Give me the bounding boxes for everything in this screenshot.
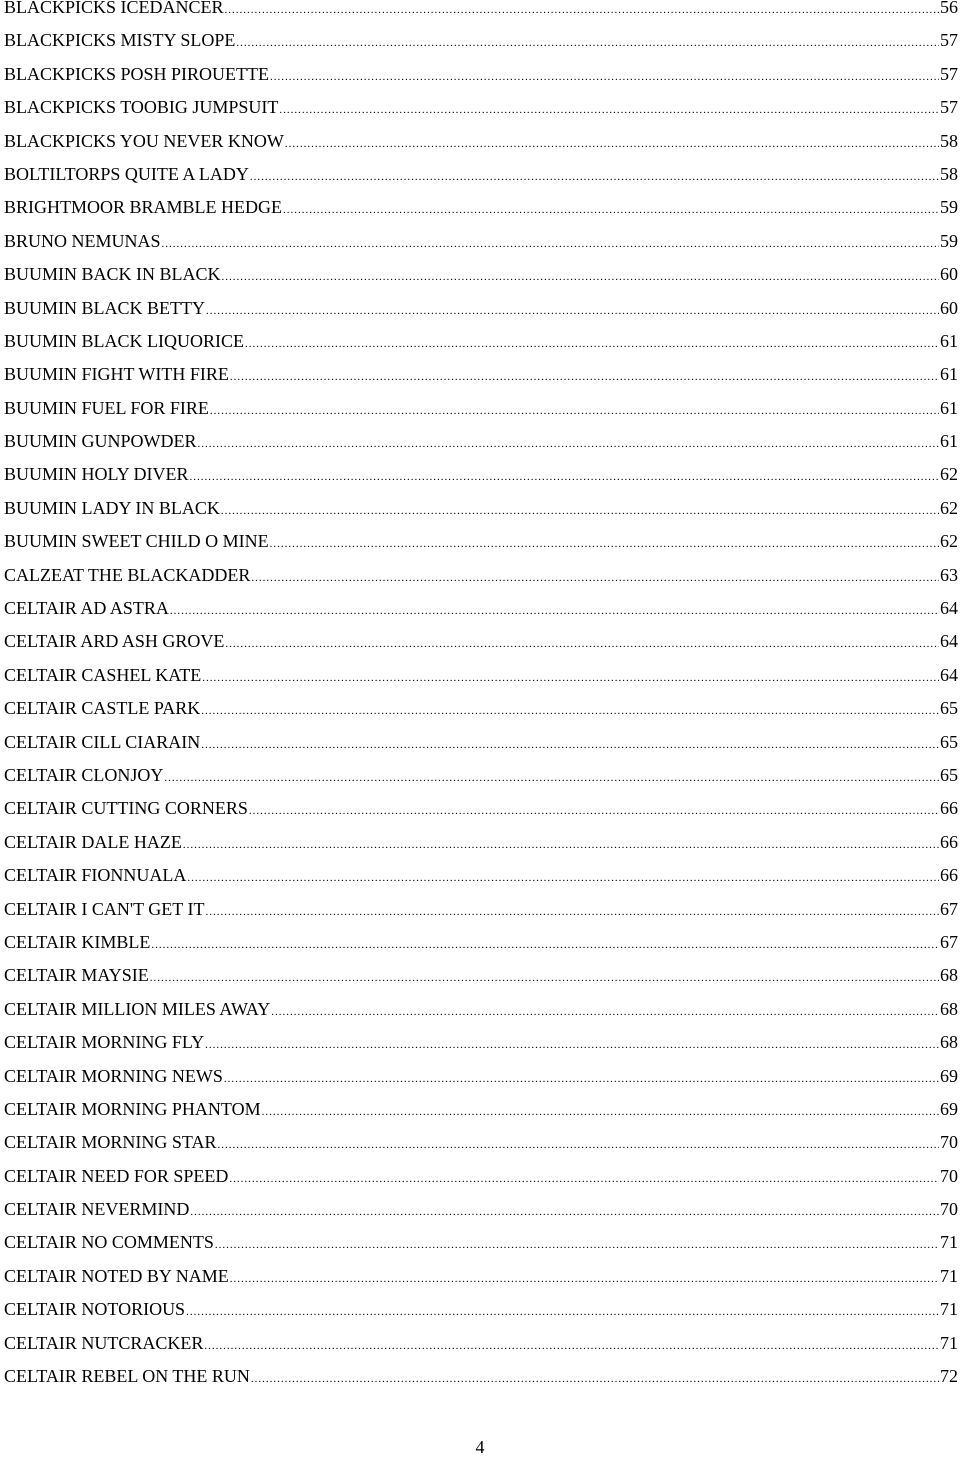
entry-name: BLACKPICKS YOU NEVER KNOW bbox=[4, 130, 284, 151]
entry-name: CELTAIR MORNING FLY bbox=[4, 1032, 205, 1053]
dot-leader bbox=[190, 1196, 939, 1226]
entry-name: CELTAIR MORNING PHANTOM bbox=[4, 1098, 261, 1119]
toc-entry[interactable] bbox=[4, 358, 958, 391]
toc-entry[interactable] bbox=[4, 525, 958, 558]
entry-page-number: 66 bbox=[940, 798, 958, 819]
entry-name: CELTAIR NEED FOR SPEED bbox=[4, 1165, 229, 1186]
dot-leader bbox=[230, 361, 939, 391]
dot-leader bbox=[150, 962, 939, 992]
entry-name: BUUMIN BLACK LIQUORICE bbox=[4, 330, 244, 351]
entry-page-number: 69 bbox=[940, 1098, 958, 1119]
toc-entry[interactable] bbox=[4, 993, 958, 1026]
entry-page-number: 70 bbox=[940, 1132, 958, 1153]
entry-page-number: 58 bbox=[940, 130, 958, 151]
toc-entry[interactable] bbox=[4, 58, 958, 91]
dot-leader bbox=[225, 0, 939, 24]
dot-leader bbox=[222, 261, 939, 291]
dot-leader bbox=[201, 729, 939, 759]
toc-entry[interactable] bbox=[4, 1260, 958, 1293]
toc-entry[interactable] bbox=[4, 893, 958, 926]
entry-name: CELTAIR MILLION MILES AWAY bbox=[4, 998, 271, 1019]
dot-leader bbox=[204, 1330, 939, 1360]
entry-name: BLACKPICKS MISTY SLOPE bbox=[4, 30, 236, 51]
entry-page-number: 67 bbox=[940, 931, 958, 952]
entry-page-number: 66 bbox=[940, 831, 958, 852]
dot-leader bbox=[229, 1163, 939, 1193]
toc-entry[interactable] bbox=[4, 24, 958, 57]
toc-entry[interactable] bbox=[4, 726, 958, 759]
toc-entry[interactable] bbox=[4, 1327, 958, 1360]
entry-name: CELTAIR FIONNUALA bbox=[4, 865, 187, 886]
entry-page-number: 70 bbox=[940, 1165, 958, 1186]
entry-page-number: 59 bbox=[940, 230, 958, 251]
toc-entry[interactable] bbox=[4, 926, 958, 959]
entry-name: CELTAIR NEVERMIND bbox=[4, 1199, 190, 1220]
toc-entry[interactable] bbox=[4, 1193, 958, 1226]
toc-entry[interactable] bbox=[4, 826, 958, 859]
entry-name: CELTAIR CASTLE PARK bbox=[4, 698, 201, 719]
dot-leader bbox=[186, 1296, 939, 1326]
entry-name: BUUMIN SWEET CHILD O MINE bbox=[4, 531, 269, 552]
toc-entry[interactable] bbox=[4, 125, 958, 158]
toc-entry[interactable] bbox=[4, 692, 958, 725]
entry-page-number: 59 bbox=[940, 197, 958, 218]
dot-leader bbox=[190, 461, 939, 491]
entry-page-number: 65 bbox=[940, 731, 958, 752]
toc-entry[interactable] bbox=[4, 1026, 958, 1059]
entry-page-number: 61 bbox=[940, 330, 958, 351]
dot-leader bbox=[202, 662, 939, 692]
entry-page-number: 57 bbox=[940, 30, 958, 51]
entry-name: CELTAIR CUTTING CORNERS bbox=[4, 798, 248, 819]
dot-leader bbox=[279, 94, 939, 124]
entry-page-number: 64 bbox=[940, 598, 958, 619]
entry-page-number: 63 bbox=[940, 564, 958, 585]
entry-page-number: 61 bbox=[940, 364, 958, 385]
entry-page-number: 58 bbox=[940, 163, 958, 184]
entry-name: CELTAIR CILL CIARAIN bbox=[4, 731, 201, 752]
dot-leader bbox=[210, 395, 939, 425]
entry-page-number: 60 bbox=[940, 264, 958, 285]
dot-leader bbox=[164, 762, 939, 792]
entry-page-number: 64 bbox=[940, 664, 958, 685]
entry-page-number: 64 bbox=[940, 631, 958, 652]
dot-leader bbox=[230, 1263, 939, 1293]
dot-leader bbox=[251, 1363, 939, 1393]
toc-entry[interactable] bbox=[4, 325, 958, 358]
entry-page-number: 60 bbox=[940, 297, 958, 318]
dot-leader bbox=[206, 295, 939, 325]
entry-page-number: 71 bbox=[940, 1265, 958, 1286]
entry-page-number: 65 bbox=[940, 764, 958, 785]
toc-entry[interactable] bbox=[4, 625, 958, 658]
entry-name: CELTAIR KIMBLE bbox=[4, 931, 151, 952]
entry-name: BUUMIN BLACK BETTY bbox=[4, 297, 205, 318]
toc-entry[interactable] bbox=[4, 191, 958, 224]
entry-name: CELTAIR MORNING NEWS bbox=[4, 1065, 223, 1086]
entry-name: BOLTILTORPS QUITE A LADY bbox=[4, 163, 249, 184]
table-of-contents bbox=[4, 0, 958, 1393]
dot-leader bbox=[251, 562, 939, 592]
dot-leader bbox=[162, 228, 939, 258]
entry-name: BUUMIN LADY IN BLACK bbox=[4, 497, 220, 518]
toc-entry[interactable] bbox=[4, 1293, 958, 1326]
entry-name: BLACKPICKS POSH PIROUETTE bbox=[4, 63, 270, 84]
page-number: 4 bbox=[475, 1437, 485, 1457]
entry-page-number: 62 bbox=[940, 497, 958, 518]
dot-leader bbox=[217, 1129, 939, 1159]
entry-name: CELTAIR DALE HAZE bbox=[4, 831, 182, 852]
entry-name: BUUMIN FUEL FOR FIRE bbox=[4, 397, 209, 418]
entry-page-number: 67 bbox=[940, 898, 958, 919]
dot-leader bbox=[215, 1229, 939, 1259]
dot-leader bbox=[250, 161, 939, 191]
toc-entry[interactable] bbox=[4, 959, 958, 992]
entry-name: CELTAIR MORNING STAR bbox=[4, 1132, 217, 1153]
dot-leader bbox=[249, 795, 939, 825]
entry-page-number: 70 bbox=[940, 1199, 958, 1220]
dot-leader bbox=[262, 1096, 939, 1126]
dot-leader bbox=[224, 1063, 939, 1093]
toc-entry[interactable] bbox=[4, 425, 958, 458]
entry-page-number: 57 bbox=[940, 97, 958, 118]
entry-page-number: 62 bbox=[940, 464, 958, 485]
entry-page-number: 68 bbox=[940, 1032, 958, 1053]
toc-entry[interactable] bbox=[4, 0, 958, 24]
toc-entry[interactable] bbox=[4, 1060, 958, 1093]
dot-leader bbox=[198, 428, 940, 458]
dot-leader bbox=[270, 528, 939, 558]
entry-page-number: 71 bbox=[940, 1232, 958, 1253]
dot-leader bbox=[170, 595, 939, 625]
entry-page-number: 72 bbox=[940, 1366, 958, 1387]
dot-leader bbox=[236, 27, 939, 57]
entry-page-number: 68 bbox=[940, 998, 958, 1019]
entry-name: BUUMIN FIGHT WITH FIRE bbox=[4, 364, 229, 385]
entry-page-number: 65 bbox=[940, 698, 958, 719]
toc-entry[interactable] bbox=[4, 292, 958, 325]
toc-entry[interactable] bbox=[4, 1126, 958, 1159]
entry-name: BUUMIN HOLY DIVER bbox=[4, 464, 189, 485]
toc-entry[interactable] bbox=[4, 158, 958, 191]
dot-leader bbox=[285, 128, 939, 158]
entry-name: CALZEAT THE BLACKADDER bbox=[4, 564, 251, 585]
toc-entry[interactable] bbox=[4, 1226, 958, 1259]
toc-entry[interactable] bbox=[4, 559, 958, 592]
entry-name: BUUMIN BACK IN BLACK bbox=[4, 264, 221, 285]
toc-entry[interactable] bbox=[4, 458, 958, 491]
entry-page-number: 56 bbox=[940, 0, 958, 17]
dot-leader bbox=[270, 61, 939, 91]
entry-name: BLACKPICKS TOOBIG JUMPSUIT bbox=[4, 97, 279, 118]
dot-leader bbox=[221, 495, 939, 525]
entry-name: BLACKPICKS ICEDANCER bbox=[4, 0, 224, 17]
entry-name: CELTAIR AD ASTRA bbox=[4, 598, 169, 619]
toc-entry[interactable] bbox=[4, 1093, 958, 1126]
entry-page-number: 69 bbox=[940, 1065, 958, 1086]
entry-name: BRUNO NEMUNAS bbox=[4, 230, 161, 251]
entry-name: CELTAIR CLONJOY bbox=[4, 764, 164, 785]
entry-page-number: 71 bbox=[940, 1299, 958, 1320]
entry-name: CELTAIR NOTED BY NAME bbox=[4, 1265, 229, 1286]
entry-name: BRIGHTMOOR BRAMBLE HEDGE bbox=[4, 197, 283, 218]
dot-leader bbox=[283, 194, 939, 224]
toc-entry[interactable] bbox=[4, 859, 958, 892]
dot-leader bbox=[271, 996, 939, 1026]
toc-entry[interactable] bbox=[4, 392, 958, 425]
dot-leader bbox=[187, 862, 939, 892]
dot-leader bbox=[183, 829, 939, 859]
entry-name: CELTAIR REBEL ON THE RUN bbox=[4, 1366, 250, 1387]
toc-entry[interactable] bbox=[4, 91, 958, 124]
entry-name: CELTAIR NUTCRACKER bbox=[4, 1332, 204, 1353]
dot-leader bbox=[245, 328, 939, 358]
entry-page-number: 62 bbox=[940, 531, 958, 552]
entry-name: CELTAIR NO COMMENTS bbox=[4, 1232, 214, 1253]
entry-name: CELTAIR CASHEL KATE bbox=[4, 664, 202, 685]
entry-page-number: 71 bbox=[940, 1332, 958, 1353]
toc-entry[interactable] bbox=[4, 759, 958, 792]
toc-entry[interactable] bbox=[4, 1160, 958, 1193]
entry-name: CELTAIR ARD ASH GROVE bbox=[4, 631, 225, 652]
dot-leader bbox=[201, 695, 939, 725]
entry-page-number: 61 bbox=[940, 397, 958, 418]
dot-leader bbox=[151, 929, 939, 959]
entry-page-number: 68 bbox=[940, 965, 958, 986]
toc-entry[interactable] bbox=[4, 1360, 958, 1393]
entry-name: CELTAIR I CAN'T GET IT bbox=[4, 898, 205, 919]
toc-entry[interactable] bbox=[4, 492, 958, 525]
dot-leader bbox=[205, 896, 939, 926]
entry-page-number: 66 bbox=[940, 865, 958, 886]
toc-entry[interactable] bbox=[4, 258, 958, 291]
entry-name: CELTAIR MAYSIE bbox=[4, 965, 149, 986]
toc-entry[interactable] bbox=[4, 792, 958, 825]
entry-name: BUUMIN GUNPOWDER bbox=[4, 431, 197, 452]
toc-entry[interactable] bbox=[4, 592, 958, 625]
entry-page-number: 57 bbox=[940, 63, 958, 84]
entry-name: CELTAIR NOTORIOUS bbox=[4, 1299, 186, 1320]
toc-entry[interactable] bbox=[4, 225, 958, 258]
toc-entry[interactable] bbox=[4, 659, 958, 692]
dot-leader bbox=[225, 628, 939, 658]
entry-page-number: 61 bbox=[940, 431, 958, 452]
dot-leader bbox=[205, 1029, 939, 1059]
